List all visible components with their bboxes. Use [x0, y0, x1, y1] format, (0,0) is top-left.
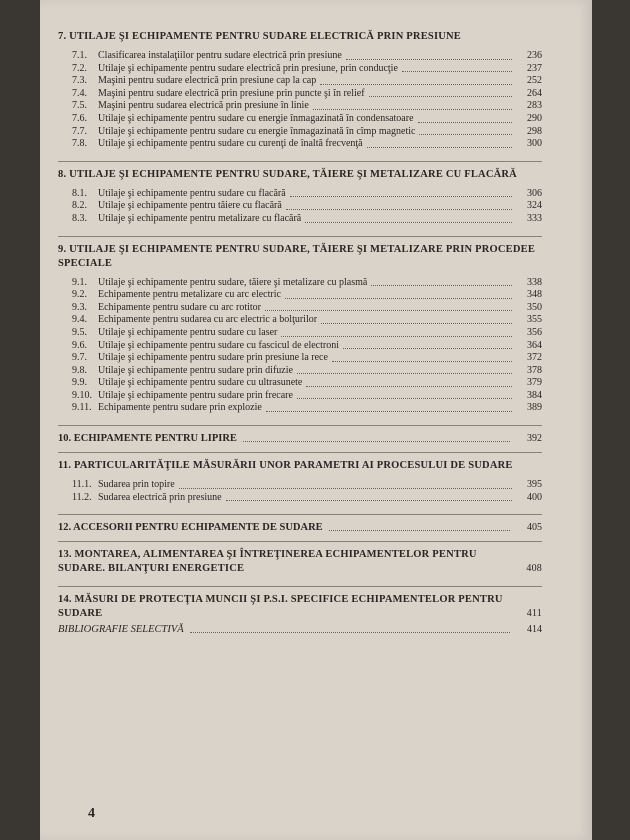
entry-number: 9.1.	[72, 276, 87, 288]
entry-number: 9.3.	[72, 301, 87, 313]
dot-leader	[226, 500, 512, 501]
divider	[58, 236, 542, 237]
chapter-title-text: 13. MONTAREA, ALIMENTAREA ŞI ÎNTREŢINEREA ECHIPAMENTELOR PENTRU SUDARE. BILANŢURI ENERGETICE	[58, 549, 477, 575]
entry-number: 8.3.	[72, 212, 87, 224]
toc-entry	[58, 200, 542, 213]
chapter-title-text: 10. ECHIPAMENTE PENTRU LIPIRE	[58, 433, 237, 445]
entry-text: Echipamente pentru sudare cu arc rotitor	[98, 301, 261, 313]
entry-text: Utilaje şi echipamente pentru metalizare cu flacără	[98, 212, 302, 224]
entry-page: 338	[527, 276, 542, 288]
toc-entry	[58, 302, 542, 315]
table-of-contents	[58, 30, 542, 637]
dot-leader	[321, 323, 512, 324]
toc-entry	[58, 340, 542, 353]
divider	[58, 161, 542, 162]
toc-entry	[58, 126, 542, 139]
chapter-title	[58, 593, 542, 621]
divider	[58, 514, 542, 515]
entry-page: 324	[527, 200, 542, 212]
dot-leader	[190, 632, 510, 633]
entry-number: 7.3.	[72, 75, 87, 87]
entry-text: Echipamente pentru sudarea cu arc electric a bolţurilor	[98, 314, 318, 326]
entry-page: 252	[527, 75, 542, 87]
entry-text: Utilaje şi echipamente pentru sudare, tăiere şi metalizare cu plasmă	[98, 276, 368, 288]
dot-leader	[367, 147, 512, 148]
entry-page: 236	[527, 50, 542, 61]
entry-page: 378	[527, 364, 542, 376]
dot-leader	[371, 285, 512, 286]
entry-text: Utilaje şi echipamente pentru sudare cu curenţi de înaltă frecvenţă	[98, 138, 363, 150]
entry-page: 384	[527, 389, 542, 401]
chapter-title-text: 9. UTILAJE ŞI ECHIPAMENTE PENTRU SUDARE, TĂIERE ŞI METALIZARE PRIN PROCEDEE SPECIALE	[58, 243, 536, 269]
entry-page: 350	[527, 301, 542, 313]
chapter-page: 411	[526, 608, 542, 620]
dot-leader	[332, 361, 512, 362]
dot-leader	[369, 96, 512, 97]
dot-leader	[243, 441, 510, 442]
entry-text: Clasificarea instalaţiilor pentru sudare electrică prin presiune	[98, 50, 342, 61]
chapter-9	[58, 243, 542, 416]
entry-text: Sudarea electrică prin presiune	[98, 491, 222, 503]
entry-text: Utilaje şi echipamente pentru sudare cu energie înmagazinată în cîmp magnetic	[98, 125, 416, 137]
entry-text: Maşini pentru sudare electrică prin presiune prin puncte şi în relief	[98, 87, 365, 99]
entry-number: 7.1.	[72, 50, 87, 61]
entry-number: 7.6.	[72, 112, 87, 124]
entry-text: Utilaje şi echipamente pentru sudare prin presiune la rece	[98, 352, 328, 364]
toc-entry	[58, 213, 542, 226]
dot-leader	[266, 411, 512, 412]
chapter-title-text: 14. MĂSURI DE PROTECŢIA MUNCII ŞI P.S.I. SPECIFICE ECHIPAMENTELOR PENTRU SUDARE	[58, 594, 503, 620]
entry-text: Echipamente pentru sudare prin explozie	[98, 402, 262, 414]
entry-number: 7.7.	[72, 125, 87, 137]
chapter-12	[58, 521, 542, 535]
entry-page: 264	[527, 87, 542, 99]
chapter-title-text: 11. PARTICULARITĂŢILE MĂSURĂRII UNOR PARAMETRI AI PROCESULUI DE SUDARE	[58, 460, 513, 472]
chapter-page: 408	[526, 563, 542, 575]
entry-text: Utilaje şi echipamente pentru sudare prin difuzie	[98, 364, 293, 376]
entry-page: 300	[527, 138, 542, 150]
chapter-7	[58, 30, 542, 151]
entry-text: Maşini pentru sudarea electrică prin presiune în linie	[98, 100, 309, 112]
entry-number: 9.11.	[72, 402, 92, 414]
toc-entry	[58, 277, 542, 290]
entry-number: 9.5.	[72, 326, 87, 338]
toc-entry	[58, 100, 542, 113]
chapter-8	[58, 168, 542, 226]
dot-leader	[285, 298, 512, 299]
toc-entry	[58, 113, 542, 126]
bibliography	[58, 623, 542, 637]
entry-number: 9.10.	[72, 389, 92, 401]
divider	[58, 541, 542, 542]
dot-leader	[297, 373, 512, 374]
dot-leader	[343, 348, 512, 349]
chapter-14	[58, 593, 542, 621]
chapter-title-text: 12. ACCESORII PENTRU ECHIPAMENTE DE SUDARE	[58, 522, 323, 534]
entry-number: 9.9.	[72, 377, 87, 389]
chapter-title	[58, 243, 542, 271]
toc-entry	[58, 390, 542, 403]
entry-page: 306	[527, 187, 542, 199]
toc-entry	[58, 50, 542, 63]
entry-page: 400	[527, 491, 542, 503]
dot-leader	[281, 336, 512, 337]
entry-number: 7.8.	[72, 138, 87, 150]
chapter-title	[58, 548, 542, 576]
toc-entry	[58, 188, 542, 201]
dot-leader	[402, 71, 512, 72]
dot-leader	[419, 134, 512, 135]
entry-number: 8.1.	[72, 187, 87, 199]
chapter-title	[58, 30, 542, 44]
entry-number: 9.4.	[72, 314, 87, 326]
entry-page: 389	[527, 402, 542, 414]
entry-number: 7.5.	[72, 100, 87, 112]
entry-text: Utilaje şi echipamente pentru sudare cu energie înmagazinată în condensatoare	[98, 112, 414, 124]
entry-text: Utilaje şi echipamente pentru sudare cu laser	[98, 326, 278, 338]
dot-leader	[329, 530, 510, 531]
entry-text: Utilaje şi echipamente pentru tăiere cu flacără	[98, 200, 282, 212]
entry-number: 11.2.	[72, 491, 92, 503]
chapter-title	[58, 168, 542, 182]
entry-page: 395	[527, 479, 542, 491]
toc-entry	[58, 327, 542, 340]
dot-leader	[313, 109, 512, 110]
entry-text: Utilaje şi echipamente pentru sudare cu fascicul de electroni	[98, 339, 340, 351]
entry-number: 9.7.	[72, 352, 87, 364]
dot-leader	[320, 84, 512, 85]
entry-page: 333	[527, 212, 542, 224]
chapter-page: 392	[527, 433, 542, 445]
entry-number: 8.2.	[72, 200, 87, 212]
dot-leader	[346, 59, 512, 60]
dot-leader	[290, 196, 512, 197]
toc-entry	[58, 289, 542, 302]
entry-text: Echipamente pentru metalizare cu arc electric	[98, 289, 281, 301]
entry-text: Utilaje şi echipamente pentru sudare cu ultrasunete	[98, 377, 303, 389]
entries-7	[58, 50, 542, 151]
entry-page: 372	[527, 352, 542, 364]
entry-text: Utilaje şi echipamente pentru sudare cu flacără	[98, 187, 286, 199]
entry-page: 283	[527, 100, 542, 112]
entry-text: Utilaje şi echipamente pentru sudare prin frecare	[98, 389, 293, 401]
toc-entry	[58, 63, 542, 76]
bibliography-title: BIBLIOGRAFIE SELECTIVĂ	[58, 624, 184, 636]
toc-entry	[58, 402, 542, 415]
entry-number: 7.4.	[72, 87, 87, 99]
toc-entry	[58, 479, 542, 492]
entry-page: 364	[527, 339, 542, 351]
toc-entry	[58, 75, 542, 88]
entry-number: 7.2.	[72, 62, 87, 74]
entry-number: 11.1.	[72, 479, 92, 491]
dot-leader	[286, 209, 512, 210]
chapter-title-text: 7. UTILAJE ŞI ECHIPAMENTE PENTRU SUDARE ELECTRICĂ PRIN PRESIUNE	[58, 31, 462, 42]
toc-entry	[58, 492, 542, 505]
entry-page: 290	[527, 112, 542, 124]
entry-page: 298	[527, 125, 542, 137]
dot-leader	[418, 122, 512, 123]
dot-leader	[305, 222, 512, 223]
toc-entry	[58, 365, 542, 378]
chapter-10	[58, 432, 542, 446]
chapter-13	[58, 548, 542, 576]
toc-entry	[58, 314, 542, 327]
divider	[58, 586, 542, 587]
chapter-page: 405	[527, 522, 542, 534]
entry-page: 348	[527, 289, 542, 301]
page-number: 4	[88, 806, 95, 821]
entry-text: Maşini pentru sudare electrică prin presiune cap la cap	[98, 75, 317, 87]
bibliography-page: 414	[527, 624, 542, 636]
chapter-11	[58, 459, 542, 504]
dot-leader	[297, 398, 512, 399]
dot-leader	[306, 386, 512, 387]
chapter-title	[58, 459, 542, 473]
dot-leader	[179, 488, 512, 489]
entry-page: 355	[527, 314, 542, 326]
divider	[58, 452, 542, 453]
toc-entry	[58, 88, 542, 101]
entry-number: 9.8.	[72, 364, 87, 376]
entry-text: Utilaje şi echipamente pentru sudare electrică prin presiune, prin conducţie	[98, 62, 398, 74]
entry-number: 9.2.	[72, 289, 87, 301]
toc-entry	[58, 352, 542, 365]
divider	[58, 425, 542, 426]
toc-entry	[58, 377, 542, 390]
entry-text: Sudarea prin topire	[98, 479, 175, 491]
entry-number: 9.6.	[72, 339, 87, 351]
toc-entry	[58, 138, 542, 151]
entry-page: 237	[527, 62, 542, 74]
dot-leader	[265, 310, 512, 311]
entry-page: 379	[527, 377, 542, 389]
entry-page: 356	[527, 326, 542, 338]
chapter-title-text: 8. UTILAJE ŞI ECHIPAMENTE PENTRU SUDARE, TĂIERE ŞI METALIZARE CU FLACĂRĂ	[58, 168, 517, 180]
